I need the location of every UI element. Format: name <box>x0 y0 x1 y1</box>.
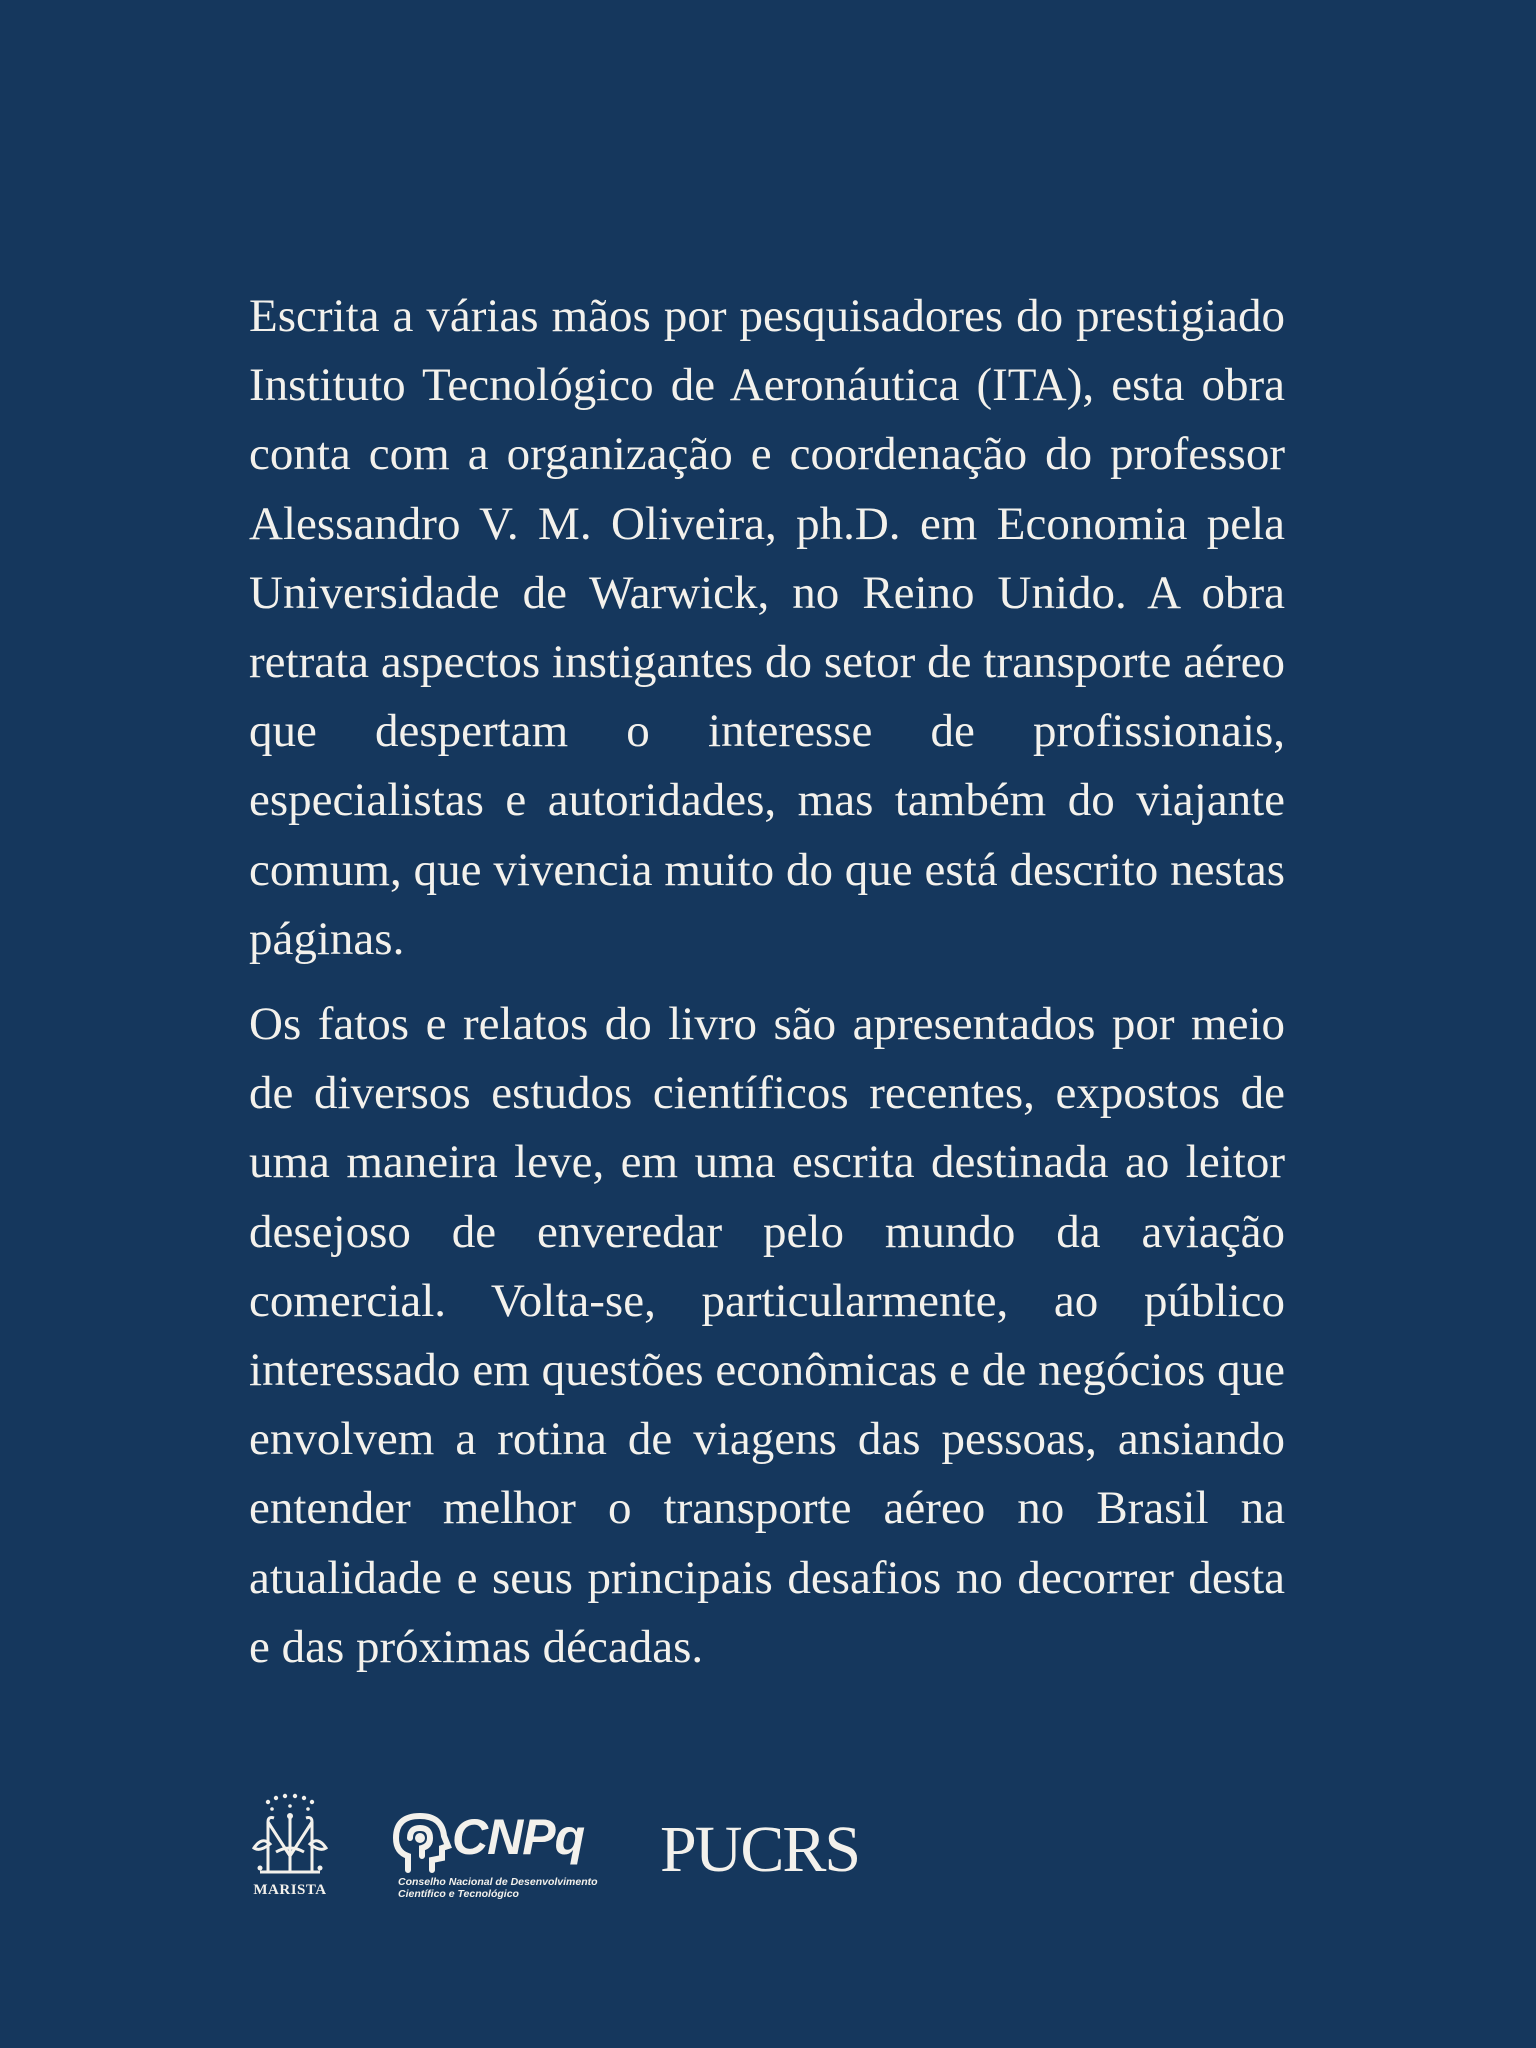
blurb-paragraph-2: Os fatos e relatos do livro são apresentados por meio de diversos estudos científicos recentes, expostos de uma maneira leve, em uma escrita destinada ao leitor desejoso de enveredar pelo mundo da aviação comercial. Volta-se, particularmente, ao público interessado em questões econômicas e de negócios que envolvem a rotina de viagens das pessoas, ansiando entender melhor o transporte aéreo no Brasil na atualidade e seus principais desafios no decorrer desta e das próximas décadas. <box>249 998 1285 1673</box>
cnpq-subtitle-line-1: Conselho Nacional de Desenvolvimento <box>398 1876 598 1888</box>
blurb-text <box>249 282 1285 1682</box>
cnpq-head-icon <box>388 1808 454 1876</box>
blurb-paragraph-1: Escrita a várias mãos por pesquisadores do prestigiado Instituto Tecnológico de Aeronáutica (ITA), esta obra conta com a organização e coordenação do professor Alessandro V. M. Oliveira, ph.D. em Economia pela Universidade de Warwick, no Reino Unido. A obra retrata aspectos instigantes do setor de transporte aéreo que despertam o interesse de profissionais, especialistas e autoridades, mas também do viajante comum, que vivencia muito do que está descrito nestas páginas. <box>249 290 1285 965</box>
cnpq-subtitle-line-2: Científico e Tecnológico <box>398 1888 519 1900</box>
marista-monogram-icon <box>246 1792 334 1882</box>
marista-logo <box>246 1792 334 1904</box>
cnpq-logo <box>388 1808 618 1908</box>
cnpq-subtitle <box>398 1876 628 1900</box>
marista-label: MARISTA <box>253 1882 327 1898</box>
pucrs-logo: PUCRS <box>660 1813 860 1886</box>
cnpq-wordmark: CNPq <box>452 1809 585 1865</box>
publisher-logos <box>246 1792 886 1912</box>
